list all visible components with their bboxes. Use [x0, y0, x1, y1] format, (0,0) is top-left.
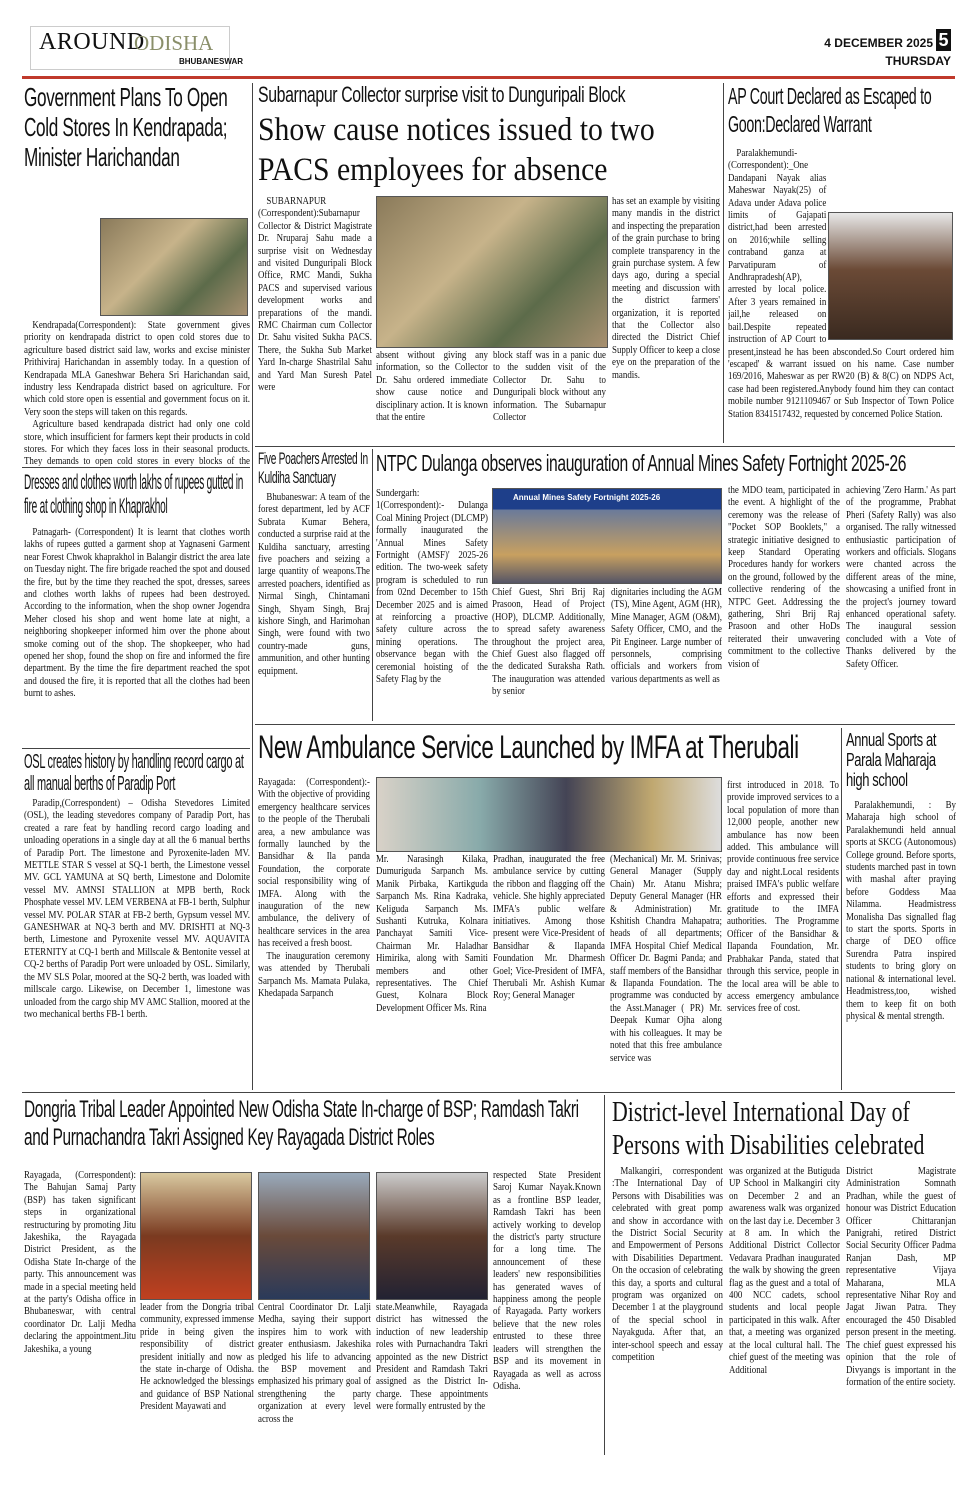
- article-body: block staff was in a panic due to the sudden visit of the Collector Dr. Sahu to Dunguripali block without any information. The Subarnapur Collector: [493, 350, 606, 424]
- article-body: District Magistrate Administration Somnath Pradhan, while the guest of honour was District Education Officer Chittaranjan Panigrahi, retired District Social Security Officer Padma Ranjan Dash, MP representative Vijaya Maharana, MLA representative Nihar Roy and Jagat Jiwan Patra. They encouraged the 450 Disabled person present in the meeting. The chief guest expressed his opinion that the role of Divyangs is important in the formation of the entire society.: [846, 1166, 956, 1388]
- masthead-logo: [30, 26, 243, 70]
- article-body: Paralakhemundi-(Correspondent):_One Dandapani Nayak alias Maheswar Nayak(25) of Adava under Adava police limits of Gajapati district,had been arrested on 2016;while selling contraband ganza at Parvatipuram of Andhrapradesh(AP), arrested by local police. After 3 years remained in jail,he released on bail.Despite repeated instruction of AP Court to present,instead he has been absconded.So Court ordered him 'escaped' & warrant issued on his name. Case number 169/2016, Maheswar as per RW20 (B) & 8(C) on NDPS Act, case had been registered.Anybody found him they can contact mobile number 9121109467 or Sub Inspector of Town Police Station 8341517432, requested by concerned Police Station.: [728, 148, 954, 420]
- article-body: Sundergarh: 1(Correspondent):- Dulanga Coal Mining Project (DLCMP) formally inaugurated the 'Annual Mines Safety Fortnight (AMSF)' 2025-26 edition. The two-week safety program is scheduled to run from 02nd December to 15th December 2025 and is aimed at reinforcing a proactive safety culture across the mining operations. The observance began with the ceremonial hoisting of the Safety Flag by the: [376, 488, 488, 686]
- rule: [22, 748, 250, 749]
- article-body: Bhubaneswar: A team of the forest department, led by ACF Subrata Kumar Behera, conducted a surprise raid at the Kuldiha sanctuary, arresting five poachers and seizing a large quantity of weapons.The arrested poachers, identified as Nirmal Singh, Chintamani Singh, Shyam Singh, Braj kishore Singh, and Harimohan Singh, were found with two country-made guns, ammunition, and other hunting equipment.: [258, 492, 370, 677]
- article-body: Rayagada: (Correspondent):- With the objective of providing emergency healthcare services to the people of the Therubali area, a new ambulance was formally launched by the Bansidhar & Ila panda Foundation, the corporate social responsibility wing of IMFA. Along with the inauguration of the new ambulance, the delivery of healthcare services in the area has received a fresh boost. The inauguration ceremony was attended by Therubali Sarpanch Ms. Mamata Pulaka, Khedapada Sarpanch: [258, 777, 370, 999]
- headline: District-level International Day of Persons with Disabilities celebrated: [612, 1097, 925, 1161]
- headline: Dongria Tribal Leader Appointed New Odisha State In-charge of BSP; Ramdash Takri and Purnachandra Takri Assigned Key Rayagada District Roles: [24, 1096, 579, 1151]
- safety-event-photo: [492, 488, 722, 584]
- headline: Annual Sports at Parala Maharaja high school: [846, 730, 937, 790]
- article-body: respected State President Saroj Kumar Nayak.Known as a frontline BSP leader, Ramdash Takri has been actively working to develop the district's party structure for a long time. The announcement of these leaders' new responsibilities has generated waves of happiness among the people of Rayagada. Party workers believe that the new roles entrusted to these three leaders will strengthen the BSP and its movement in Rayagada as well as across Odisha.: [493, 1170, 601, 1392]
- kicker: Subarnapur Collector surprise visit to Dunguripali Block: [258, 82, 626, 107]
- headline: NTPC Dulanga observes inauguration of Annual Mines Safety Fortnight 2025-26: [376, 450, 907, 476]
- rule: [255, 446, 955, 447]
- article-body: the MDO team, participated in the event. A highlight of the ceremony was the release of "Pocket SOP Booklets," a strategic initiative designed to keep Standard Operating Procedures handy for workers on the ground, followed by the collective rendering of the NTPC Geet. Addressing the gathering, Shri Brij Raj Prasoon and other HoDs reiterated their unwavering commitment to the collective vision of: [728, 485, 840, 670]
- article-body: SUBARNAPUR (Correspondent):Subarnapur Collector & District Magistrate Dr. Nruparaj Sahu made a surprise visit on Wednesday and visited Dunguripali Block Office, RMC Mandi, Sukha PACS and supervised various development works and preparations of the mandi. RMC Chairman cum Collector Dr. Sahu visited Sukha PACS. There, the Sukha Sub Market Yard In-charge Shastrilal Sahu and Yard Man Suresh Patel were: [258, 196, 372, 394]
- headline: AP Court Declared as Escaped to Goon:Declared Warrant: [728, 83, 932, 137]
- article-body: Mr. Narasingh Kilaka, Dumuriguda Sarpanch Ms. Manik Pirbaka, Kartikguda Sarpanch Ms. Rina Kadraka, Keliguda Sarpanch Ms. Sushanti Kutruka, Kolnara Panchayat Samiti Vice-Chairman Mr. Haladhar Himirika, along with Samiti members and other representatives. The Chief Guest, Kolnara Block Development Officer Ms. Rina: [376, 854, 488, 1014]
- article-body: absent without giving any information, so the Collector Dr. Sahu ordered immediate show cause notice and disciplinary action. It is known that the entire: [376, 350, 488, 424]
- article-body: Pradhan, inaugurated the free ambulance service by cutting the ribbon and flagging off the vehicle. She highly appreciated IMFA's public welfare initiatives. Among those present were Vice-President of Bansidhar & Ilapanda Foundation Mr. Dharmesh Goel; Vice-President of IMFA, Therubali Mr. Ashish Kumar Roy; General Manager: [493, 854, 605, 1002]
- headline: Five Poachers Arrested In Kuldiha Sanctuary: [258, 449, 368, 487]
- article-body: leader from the Dongria tribal community, expressed immense pride in being given the responsibility of district president initially and now as the state in-charge of Odisha. He acknowledged the blessings and guidance of BSP National President Mayawati and: [140, 1302, 254, 1413]
- issue-day: THURSDAY: [885, 54, 951, 68]
- rule: [372, 449, 373, 721]
- article-body: state.Meanwhile, Rayagada district has witnessed the induction of new leadership roles with Purnachandra Takri appointed as the new District President and Ramdash Takri assigned as the District In-charge. These appointments were formally entrusted by the: [376, 1302, 488, 1413]
- article-body: Malkangiri, correspondent :The International Day of Persons with Disabilities was celebrated with great pomp and show in accordance with the District Social Security and Empowerment of Persons with Disabilities Department. On the occasion of celebrating this day, a sports and cultural program was organized on December 1 at the playground of the special school in Nayakguda. After that, an inter-school speech and essay competition: [612, 1166, 723, 1364]
- article-body: Paradip,(Correspondent) – Odisha Stevedores Limited (OSL), the leading stevedores company of Paradip Port, has created a rare feat by handling record cargo loading and unloading operations in a single day at all the 6 manual berths of Paradip Port. The limestone and Pyroxenite-laden MV. METTLE STAR S vessel at SQ-1 berth, the Limestone vessel MV. GCL YAMUNA at SQ berth, Limestone and Dolomite vessel MV. AMNSI STALLION at MPB berth, Rock Phosphate vessel MV. LEM VERBENA at FB-1 berth, Sulphur vessel MV. POLAR STAR at FB-2 berth, Gypsum vessel MV. GANESHWAR at NQ-3 berth and MV. DRISHTI at NQ-3 berth, Limestone and Pyroxenite vessel MV. AQUAVITA ETERNITY at CQ-1 berth and Millscale & Bentonite vessel at CQ-2 berths of Paradip Port were unloaded by OSL. Similarly, the MV SLS Polar, moored at the SQ-2 berth, was loaded with millscale cargo. Likewise, on December 1, limestone was unloaded from the cargo ship MV AMC Stallion, moored at the two mechanical berths FB-1 berth.: [24, 798, 250, 1020]
- rule: [255, 724, 955, 725]
- rule: [22, 467, 250, 468]
- page-number: 5: [936, 29, 951, 51]
- headline: OSL creates history by handling record cargo at all manual berths of Paradip Port: [24, 751, 244, 795]
- article-body: has set an example by visiting many mandis in the district and inspecting the preparation of the grain purchase to bring complete transparency in the grain purchase system. A few days ago, during a special meeting and discussion with the district farmers' organization, it is reported that the Collector also directed the District Chief Supply Officer to keep a close eye on the preparation of the mandis.: [612, 196, 720, 381]
- article-body: Patnagarh- (Correspondent) It is learnt that clothes worth lakhs of rupees gutted a garment shop at Yagnaseni Garment near Forest Chwok khaprakhol in Balangir district the area late on Tuesday night. The fire brigade reached the spot and doused the fire, but by the time they reached the spot, dresses, sarees and clothes worth lakhs of rupees had been destroyed. According to the information, when the shop owner Jogendra Meher closed his shop and went home late at night, a neighboring shopkeeper informed him over the phone about smoke coming out of the shop. The shopkeeper, who had opened her shop, found the shop on fire and informed the fire department. By the time the fire department reached the spot and doused the fire, it is reported that all the clothes had been burnt to ashes.: [24, 527, 250, 700]
- leader-photo: [258, 1172, 370, 1300]
- rule: [604, 1095, 605, 1455]
- issue-date: 4 DECEMBER 2025: [824, 36, 933, 50]
- article-body: Kendrapada(Correspondent): State government gives priority on kendrapada district to open cold stores due to agriculture based district said law, works and excise minister Prithiviraj Harichandan in assembly today. In a question of Kendrapada MLA Ganeshwar Behera Sri Harichandan said, industry less Kendrapada district based on agriculture. For which cold store open is essential and government focus on it. Very soon the steps will taken on this regards. Agriculture based kendrapada district had only one cold store, which insufficient for farmers kept their products in cold stores. For which they faces loss in their seasonal products. They demands to open cold stores in every blocks of the: [24, 320, 250, 466]
- logo-city: BHUBANESWAR: [179, 57, 243, 66]
- inspection-photo: [376, 196, 608, 348]
- article-body: Chief Guest, Shri Brij Raj Prasoon, Head of Project (HOP), DLCMP. Additionally, to spread safety awareness throughout the project area, Chief Guest also flagged off the dedicated Suraksha Rath. The inauguration was attended by senior: [492, 587, 605, 698]
- headline: Government Plans To Open Cold Stores In Kendrapada; Minister Harichandan: [24, 82, 228, 172]
- ambulance-photo: [376, 777, 722, 852]
- rule: [841, 728, 842, 1090]
- article-body: (Mechanical) Mr. M. Srinivas; General Manager (Supply Chain) Mr. Atanu Mishra; Deputy General Manager (HR & Administration) Mr. Kshitish Chandra Mahapatra; heads of all departments; IMFA Hospital Chief Medical Officer Dr. Bagmi Panda; and staff members of the Bansidhar & Ilapanda Foundation. The programme was conducted by the Asst.Manager ( PR) Mr. Deepak Kumar Ojha along with his colleagues. It may be noted that this free ambulance service was: [610, 854, 722, 1064]
- leader-photo: [376, 1172, 488, 1300]
- article-body: was organized at the Butiguda UP School in Malkangiri city on December 2 and an awareness walk was organized on the last day i.e. December 3 at 8 am. In which the Additional District Collector Vedavara Pradhan inaugurated the walk by showing the green flag as the guest and a total of 400 NCC cadets, school students and local people participated in this walk. After that, a meeting was organized at the local cultural hall. The chief guest of the meeting was Additional: [729, 1166, 840, 1376]
- article-body: Rayagada, (Correspondent): The Bahujan Samaj Party (BSP) has taken significant steps in organizational restructuring by promoting Jitu Jakeshika, the Rayagada District President, as the Odisha State In-charge of the party. This announcement was made in a special meeting held at the party's Odisha office in Bhubaneswar, with central coordinator Dr. Lalji Medha declaring the appointment.Jitu Jakeshika, a young: [24, 1170, 136, 1355]
- article-body: Paralakhemundi, : By Maharaja high school of Paralakhemundi held annual sports at SKCG (Autonomous) College ground. Before sports, students marched past in town with mashal after praying before Goddess Maa Nilamma. Headmistress Monalisha Das signalled flag to start the sports. Sports in charge of DEO office Surendra Patra inspired students to bring glory on national & international level. Headmistress,too, wished them to keep fit on both physical & mental strength.: [846, 800, 956, 1022]
- headline: New Ambulance Service Launched by IMFA at Therubali: [258, 729, 799, 765]
- article-body: achieving 'Zero Harm.' As part of the programme, Prabhat Pheri (Safety Rally) was also organised. The rally witnessed enthusiastic participation of workers and officials. Slogans were chanted across the different areas of the mine, showcasing a unified front in the project's journey toward enhanced operational safety. The inaugural session concluded with a Vote of Thanks delivered by the Safety Officer.: [846, 485, 956, 670]
- headline: Dresses and clothes worth lakhs of rupees gutted in fire at clothing shop in Khaprakhol: [24, 471, 244, 518]
- rule: [252, 83, 253, 1090]
- masthead-rule: [22, 76, 955, 79]
- rule: [22, 1092, 955, 1093]
- rule: [723, 83, 724, 443]
- logo-name-a: AROUND: [39, 29, 145, 55]
- article-body: first introduced in 2018. To provide improved services to a local population of more than 12,000 people, another new ambulance has now been added. This ambulance will provide continuous free service day and night.Local residents praised IMFA's public welfare efforts and expressed their gratitude to the IMFA authorities. The Programme Officer of the Bansidhar & Ilapanda Foundation, Mr. Prabhakar Panda, stated that through this service, people in the local area will be able to access emergency ambulance services free of cost.: [727, 780, 839, 1015]
- leader-photo: [140, 1172, 252, 1300]
- banner-text: Annual Mines Safety Fortnight 2025-26: [513, 493, 661, 502]
- article-body: dignitaries including the AGM (TS), Mine Agent, AGM (HR), Mine Manager, AGM (O&M), Safety Officer, CMO, and the Pit Engineer. Large number of personnels, comprising officials and workers from various departments as well as: [611, 587, 722, 685]
- headline: Show cause notices issued to two PACS employees for absence: [258, 112, 655, 188]
- logo-name-b: ODISHA: [134, 31, 214, 55]
- article-body: Central Coordinator Dr. Lalji Medha, saying their support inspires him to work with greater enthusiasm. Jakeshika pledged his life to advancing the BSP movement and emphasized his primary goal of strengthening the party organization at every level across the: [258, 1302, 371, 1425]
